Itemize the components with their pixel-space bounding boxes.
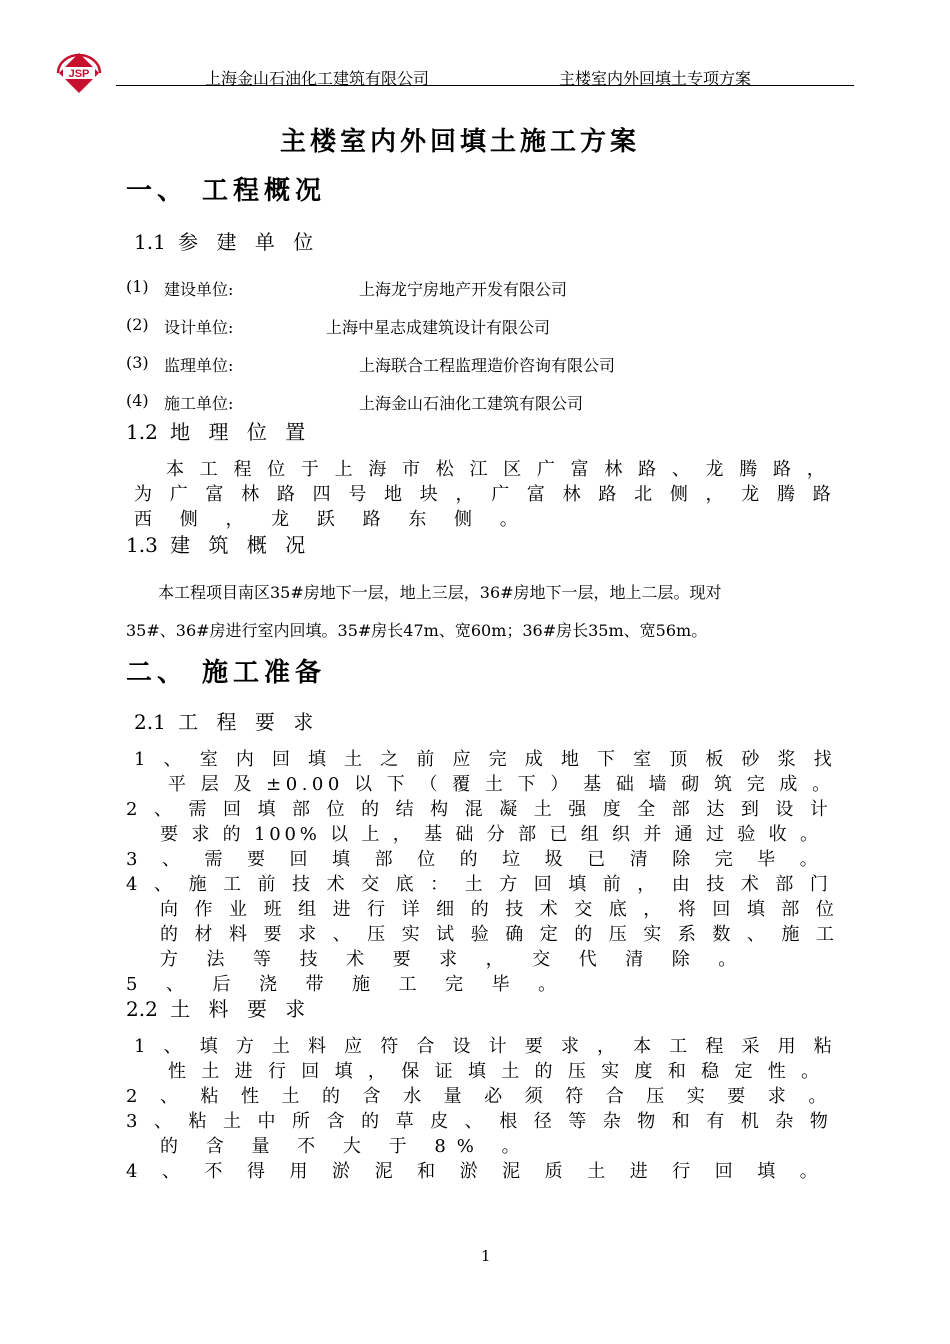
subsection-label: 参 建 单 位	[178, 230, 320, 254]
requirement-line: 平 层 及 ±0.00 以 下 （ 覆 土 下 ） 基 础 墙 砌 筑 完 成 。	[168, 774, 835, 795]
soil-line: 性 土 进 行 回 填 ， 保 证 填 土 的 压 实 度 和 稳 定 性 。	[168, 1061, 824, 1082]
requirement-line: 4 、 施 工 前 技 术 交 底 ： 土 方 回 填 前 ， 由 技 术 部 门	[126, 874, 834, 895]
subsection-2-1	[134, 706, 319, 735]
soil-line: 4 、 不 得 用 淤 泥 和 淤 泥 质 土 进 行 回 填 。	[126, 1161, 828, 1182]
unit-name: 上海金山石油化工建筑有限公司	[359, 394, 584, 413]
building-line: 本工程项目南区35#房地下一层，地上三层，36#房地下一层，地上二层。现对	[158, 583, 722, 602]
soil-line: 的 含 量 不 大 于 8% 。	[160, 1136, 531, 1157]
subsection-2-2	[126, 993, 311, 1022]
page-title: 主楼室内外回填土施工方案	[280, 127, 641, 157]
requirement-line: 3 、 需 要 回 填 部 位 的 垃 圾 已 清 除 完 毕 。	[126, 849, 828, 870]
subsection-1-2	[126, 416, 311, 445]
header-rule	[116, 85, 854, 86]
subsection-number: 1.2	[126, 420, 158, 444]
requirement-line: 2 、 需 回 填 部 位 的 结 构 混 凝 土 强 度 全 部 达 到 设 计	[126, 799, 834, 820]
company-logo	[54, 50, 104, 96]
subsection-number: 1.3	[126, 533, 158, 557]
building-line: 35#、36#房进行室内回填。35#房长47m、宽60m；36#房长35m、宽56m。	[126, 621, 708, 640]
soil-line: 3 、 粘 土 中 所 含 的 草 皮 、 根 径 等 杂 物 和 有 机 杂 物	[126, 1111, 834, 1132]
section2-heading: 二、 施工准备	[126, 658, 327, 688]
subsection-label: 建 筑 概 况	[170, 533, 312, 557]
unit-idx: (4)	[126, 391, 149, 410]
unit-idx: (3)	[126, 353, 149, 372]
subsection-number: 2.1	[134, 710, 166, 734]
requirement-line: 方 法 等 技 术 要 求 ， 交 代 清 除 。	[160, 949, 748, 970]
subsection-label: 土 料 要 求	[170, 997, 312, 1021]
unit-role: 设计单位:	[164, 318, 234, 337]
unit-name: 上海中星志成建筑设计有限公司	[326, 318, 551, 337]
requirement-line: 要 求 的 100% 以 上 ， 基 础 分 部 已 组 织 并 通 过 验 收 。	[160, 824, 822, 845]
logo-text: JSP	[68, 68, 90, 80]
header-doc-title: 主楼室内外回填土专项方案	[559, 69, 752, 88]
unit-name: 上海联合工程监理造价咨询有限公司	[359, 356, 616, 375]
subsection-1-3	[126, 529, 311, 558]
location-line: 本 工 程 位 于 上 海 市 松 江 区 广 富 林 路 、 龙 腾 路 ，	[166, 459, 830, 480]
location-line: 为 广 富 林 路 四 号 地 块 ， 广 富 林 路 北 侧 ， 龙 腾 路	[134, 484, 837, 505]
location-line: 西 侧 ， 龙 跃 路 东 侧 。	[134, 509, 529, 530]
unit-role: 施工单位:	[164, 394, 234, 413]
unit-idx: (1)	[126, 277, 149, 296]
unit-role: 建设单位:	[164, 280, 234, 299]
requirement-line: 向 作 业 班 组 进 行 详 细 的 技 术 交 底 ， 将 回 填 部 位	[160, 899, 840, 920]
soil-line: 2 、 粘 性 土 的 含 水 量 必 须 符 合 压 实 要 求 。	[126, 1086, 835, 1107]
subsection-1-1	[134, 226, 319, 255]
requirement-line: 5 、 后 浇 带 施 工 完 毕 。	[126, 974, 568, 995]
unit-name: 上海龙宁房地产开发有限公司	[359, 280, 568, 299]
page-number: 1	[481, 1247, 491, 1265]
subsection-label: 地 理 位 置	[170, 420, 312, 444]
subsection-label: 工 程 要 求	[178, 710, 320, 734]
header-company: 上海金山石油化工建筑有限公司	[205, 69, 430, 88]
section1-heading: 一、 工程概况	[126, 176, 327, 206]
requirement-line: 1 、 室 内 回 填 土 之 前 应 完 成 地 下 室 顶 板 砂 浆 找	[134, 749, 838, 770]
soil-line: 1 、 填 方 土 料 应 符 合 设 计 要 求 ， 本 工 程 采 用 粘	[134, 1036, 838, 1057]
requirement-line: 的 材 料 要 求 、 压 实 试 验 确 定 的 压 实 系 数 、 施 工	[160, 924, 840, 945]
unit-role: 监理单位:	[164, 356, 234, 375]
subsection-number: 1.1	[134, 230, 166, 254]
unit-idx: (2)	[126, 315, 149, 334]
subsection-number: 2.2	[126, 997, 158, 1021]
